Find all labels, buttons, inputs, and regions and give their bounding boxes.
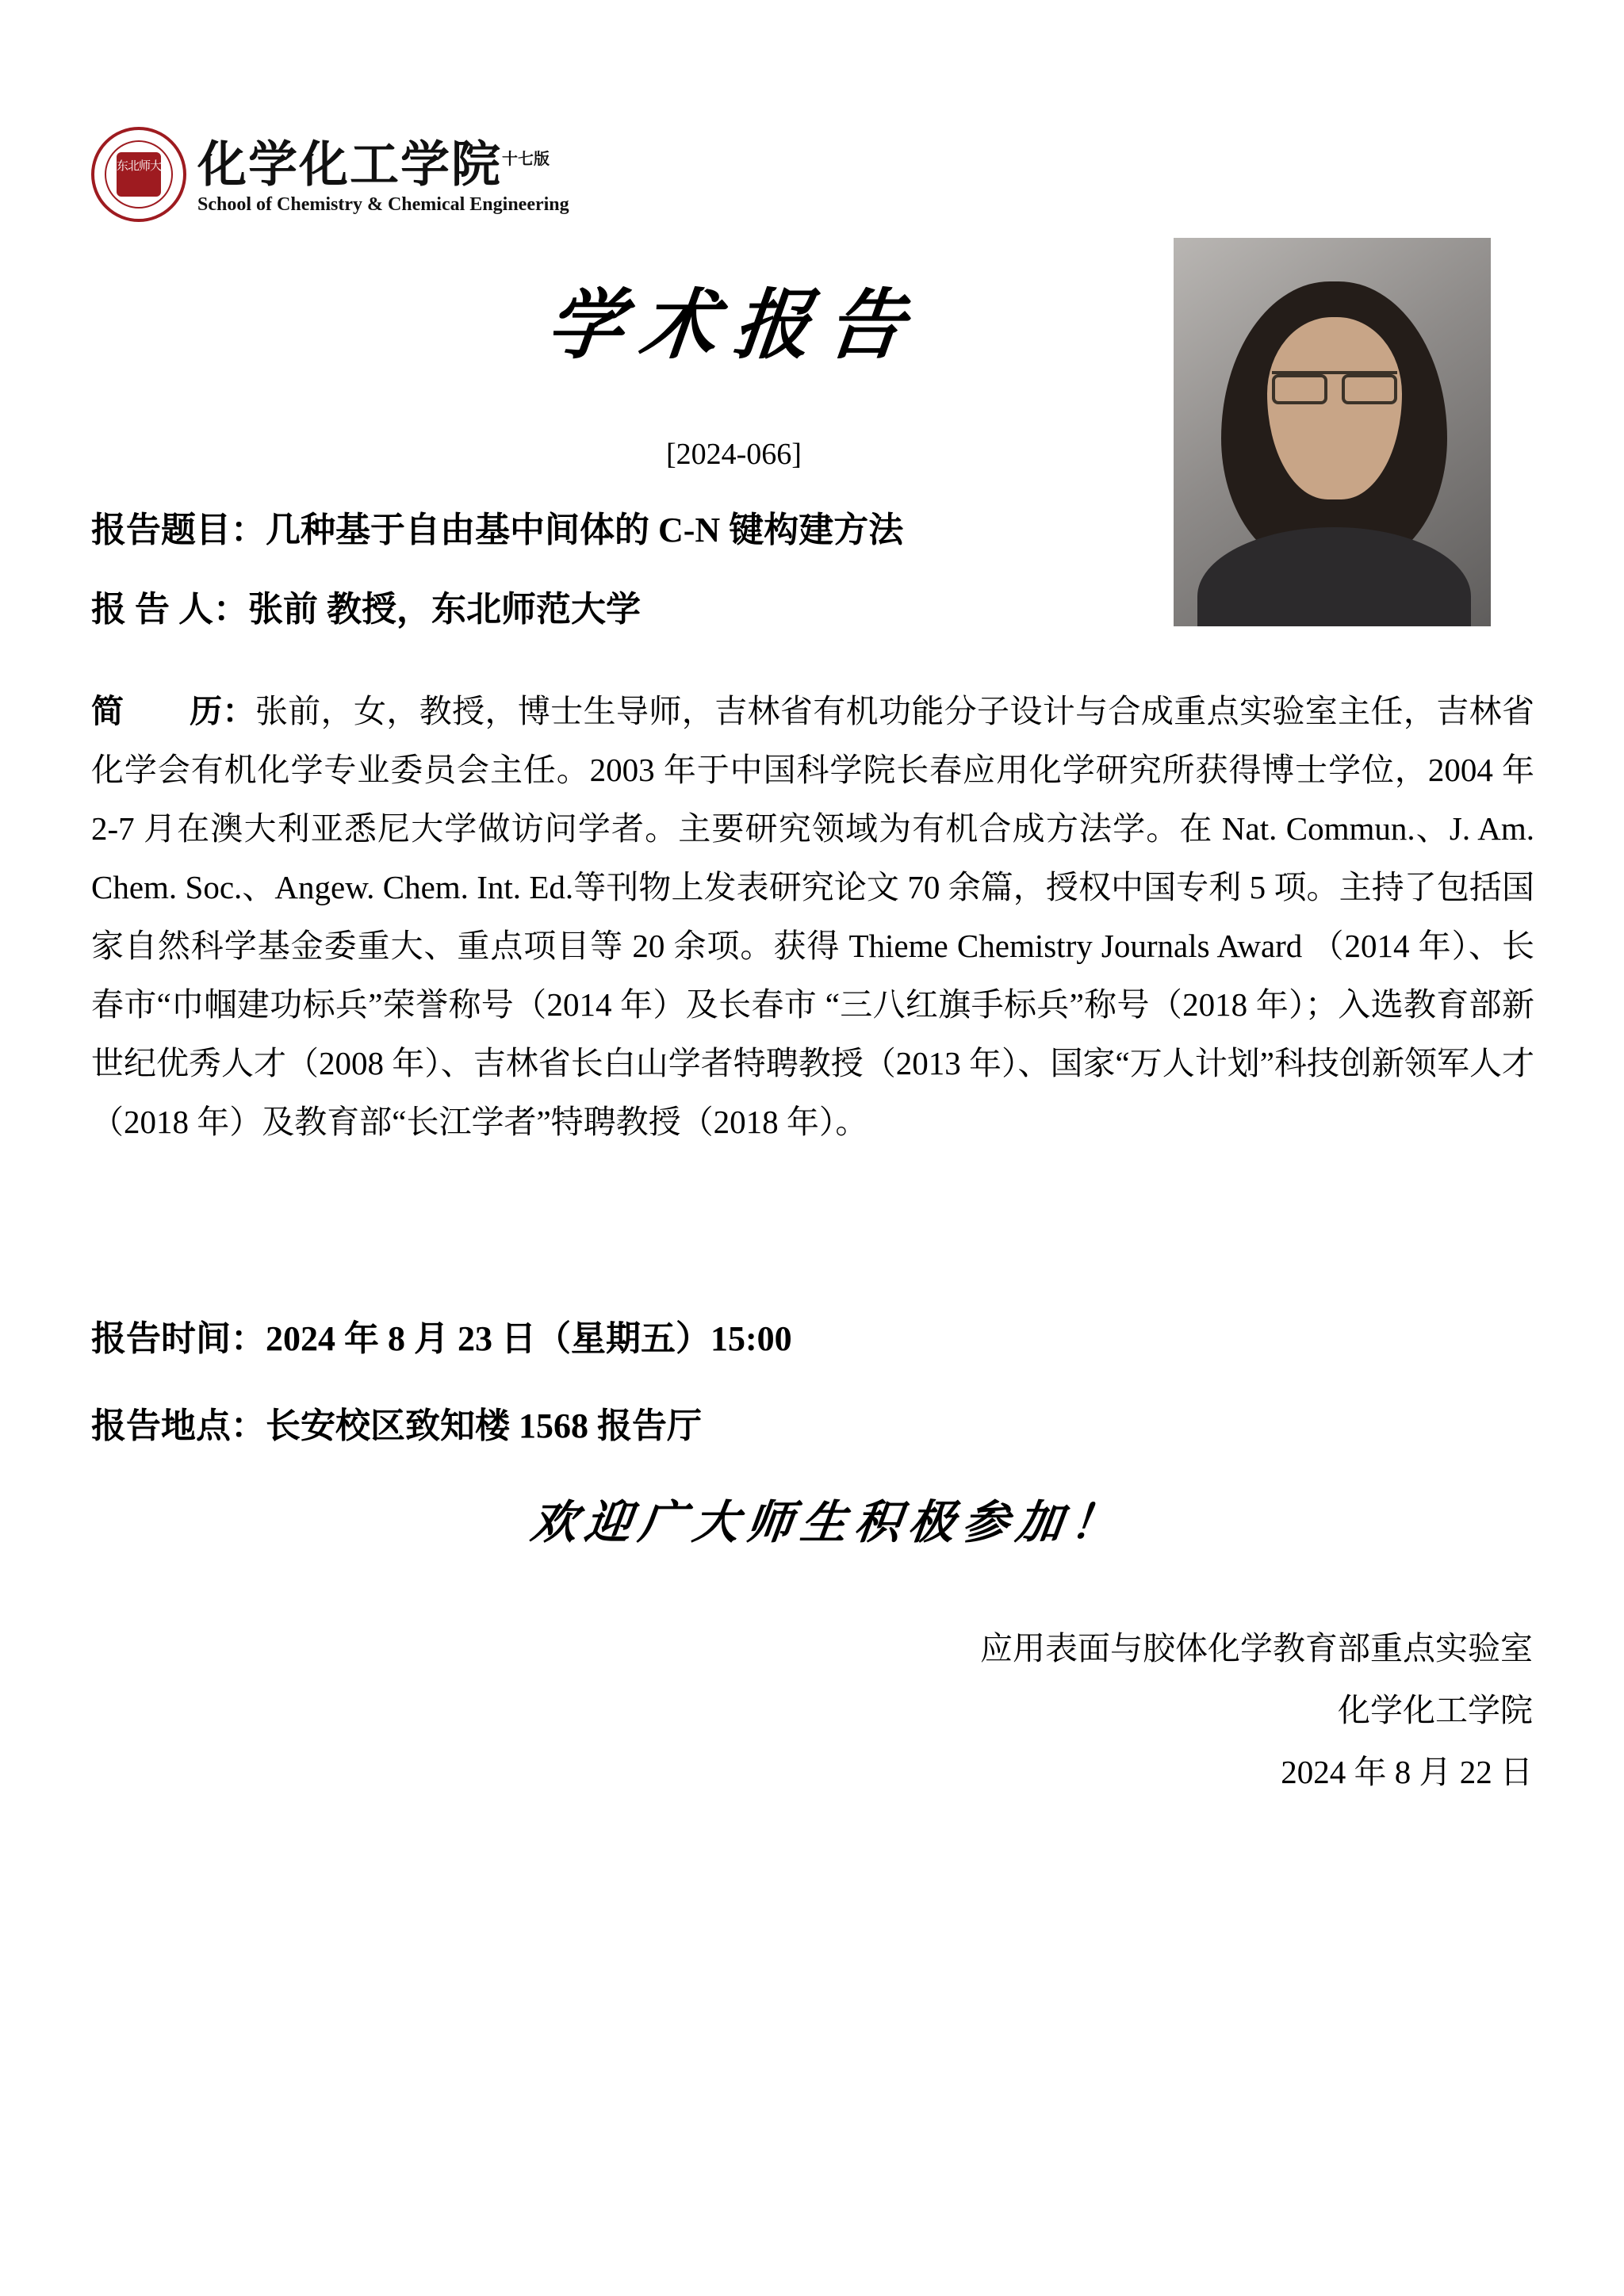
logo-english-name: School of Chemistry & Chemical Engineering	[197, 193, 569, 215]
photo-glasses	[1272, 371, 1397, 401]
speaker-row	[91, 587, 1537, 633]
logo-text-block	[197, 132, 569, 216]
logo-chinese-text: 化学化工学院	[197, 135, 503, 193]
lecture-place-row	[91, 1403, 1537, 1449]
lecture-place-value: 长安校区致知楼 1568 报告厅	[266, 1406, 702, 1445]
lecture-title-row	[91, 507, 1537, 553]
speaker-value: 张前 教授，东北师范大学	[248, 590, 641, 629]
speaker-label: 报 告 人：	[91, 590, 248, 629]
signature-block	[980, 1617, 1533, 1803]
biography-value: 张前，女，教授，博士生导师，吉林省有机功能分子设计与合成重点实验室主任，吉林省化学会有机化学专业委员会主任。2003 年于中国科学院长春应用化学研究所获得博士学位，2004 年 2-7 月在澳大利亚悉尼大学做访问学者。主要研究领域为有机合成方法学。在 Nat. Commun.、J. Am. Chem. Soc.、Angew. Chem. Int. Ed.等刊物上发表研究论文 70 余篇，授权中国专利 5 项。主持了包括国家自然科学基金委重大、重点项目等 20 余项。获得 Thieme Chemistry Journals Award （2014 年）、长春市“巾帼建功标兵”荣誉称号（2014 年）及长春市 “三八红旗手标兵”称号（2018 年）；入选教育部新世纪优秀人才（2008 年）、吉林省长白山学者特聘教授（2013 年）、国家“万人计划”科技创新领军人才（2018 年）及教育部“长江学者”特聘教授（2018 年）。	[91, 693, 1535, 1140]
signature-line-2: 化学化工学院	[1338, 1692, 1533, 1728]
document-number: [2024-066]	[666, 438, 802, 471]
page-title: 学术报告	[542, 280, 926, 369]
lecture-place-label: 报告地点：	[91, 1406, 266, 1445]
institution-header	[91, 127, 569, 222]
lecture-time-row	[91, 1316, 1537, 1362]
welcome-message: 欢迎广大师生积极参加！	[527, 1495, 1128, 1549]
lecture-time-label: 报告时间：	[91, 1319, 266, 1358]
signature-line-3: 2024 年 8 月 22 日	[1281, 1754, 1533, 1790]
lecture-time-value: 2024 年 8 月 23 日（星期五）15:00	[266, 1319, 792, 1358]
photo-face	[1267, 317, 1402, 499]
logo-chinese-sup: 十七版	[502, 149, 550, 169]
biography-block	[91, 682, 1534, 1151]
speaker-photo	[1174, 238, 1491, 626]
biography-label: 简 历：	[91, 693, 255, 729]
lecture-title-label: 报告题目：	[91, 511, 266, 549]
university-seal-icon	[91, 127, 186, 222]
lecture-title-value: 几种基于自由基中间体的 C-N 键构建方法	[266, 511, 904, 549]
signature-line-1: 应用表面与胶体化学教育部重点实验室	[980, 1630, 1533, 1667]
seal-inner-text: 东北师大	[117, 152, 161, 197]
logo-chinese-name	[197, 132, 569, 191]
